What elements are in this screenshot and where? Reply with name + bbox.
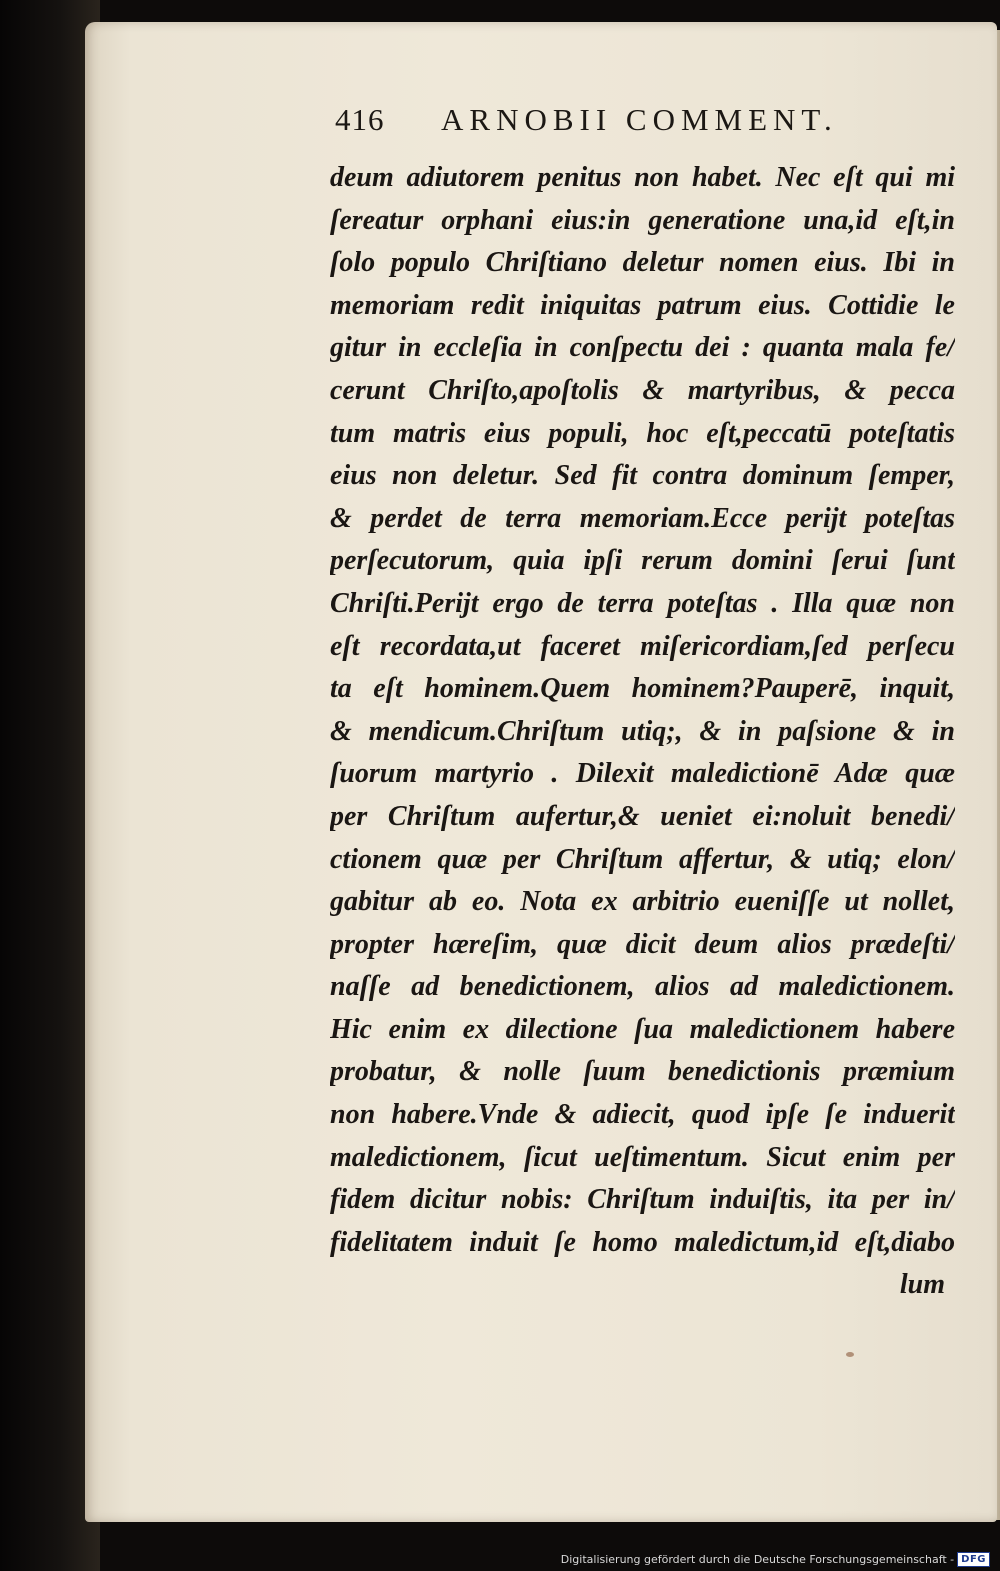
text-line: ſolo populo Chriſtiano deletur nomen eius. Ibi in xyxy=(330,247,955,279)
text-line: ctionem quæ per Chriſtum affertur, & utiq; elon/ xyxy=(330,843,955,875)
text-line: gitur in eccleſia in conſpectu dei : quanta mala fe/ xyxy=(330,332,955,364)
paper-stain xyxy=(846,1352,854,1357)
credit-text: Digitalisierung gefördert durch die Deutsche Forschungsgemeinschaft - xyxy=(560,1552,955,1566)
text-line: fidem dicitur nobis: Chriſtum induiſtis, ita per in/ xyxy=(330,1184,955,1216)
text-line: per Chriſtum aufertur,& ueniet ei:noluit benedi/ xyxy=(330,800,955,832)
text-line: ta eſt hominem.Quem hominem?Pauperē, inquit, xyxy=(330,673,955,705)
text-line: probatur, & nolle ſuum benedictionis præmium xyxy=(330,1056,955,1088)
text-line: & mendicum.Chriſtum utiq;, & in paſsione & in xyxy=(330,715,955,747)
text-line: & perdet de terra memoriam.Ecce perijt poteſtas xyxy=(330,502,955,534)
page-header xyxy=(335,102,935,142)
text-line: perſecutorum, quia ipſi rerum domini ſerui ſunt xyxy=(330,545,955,577)
main-text xyxy=(330,157,960,1306)
text-line: eſt recordata,ut faceret miſericordiam,ſed perſecu xyxy=(330,630,955,662)
text-line: cerunt Chriſto,apoſtolis & martyribus, & pecca xyxy=(330,374,955,406)
text-line: tum matris eius populi, hoc eſt,peccatū poteſtatis xyxy=(330,417,955,449)
text-line: deum adiutorem penitus non habet. Nec eſt qui mi xyxy=(330,162,955,193)
text-line: memoriam redit iniquitas patrum eius. Cottidie le xyxy=(330,289,955,321)
page-number: 416 xyxy=(335,102,385,137)
text-line: ſuorum martyrio . Dilexit maledictionē Adæ quæ xyxy=(330,758,955,790)
catchword: lum xyxy=(899,1269,945,1301)
text-line: non habere.Vnde & adiecit, quod ipſe ſe induerit xyxy=(330,1099,955,1131)
text-line: eius non deletur. Sed fit contra dominum ſemper, xyxy=(330,460,955,492)
text-line: naſſe ad benedictionem, alios ad maledictionem. xyxy=(330,971,955,1003)
running-title: ARNOBII COMMENT. xyxy=(441,102,838,137)
digitization-credit xyxy=(561,1549,990,1569)
text-line: Chriſti.Perijt ergo de terra poteſtas . Illa quæ non xyxy=(330,587,955,619)
dfg-logo: DFG xyxy=(957,1552,990,1567)
text-line: gabitur ab eo. Nota ex arbitrio eueniſſe ut nollet, xyxy=(330,886,955,918)
text-line: fidelitatem induit ſe homo maledictum,id eſt,diabo xyxy=(330,1226,955,1258)
text-line: Hic enim ex dilectione ſua maledictionem habere xyxy=(330,1013,955,1045)
text-line: propter hæreſim, quæ dicit deum alios prædeſti/ xyxy=(330,928,955,960)
text-line: maledictionem, ſicut ueſtimentum. Sicut enim per xyxy=(330,1141,955,1173)
text-line: ſereatur orphani eius:in generatione una,id eſt,in xyxy=(330,204,955,236)
